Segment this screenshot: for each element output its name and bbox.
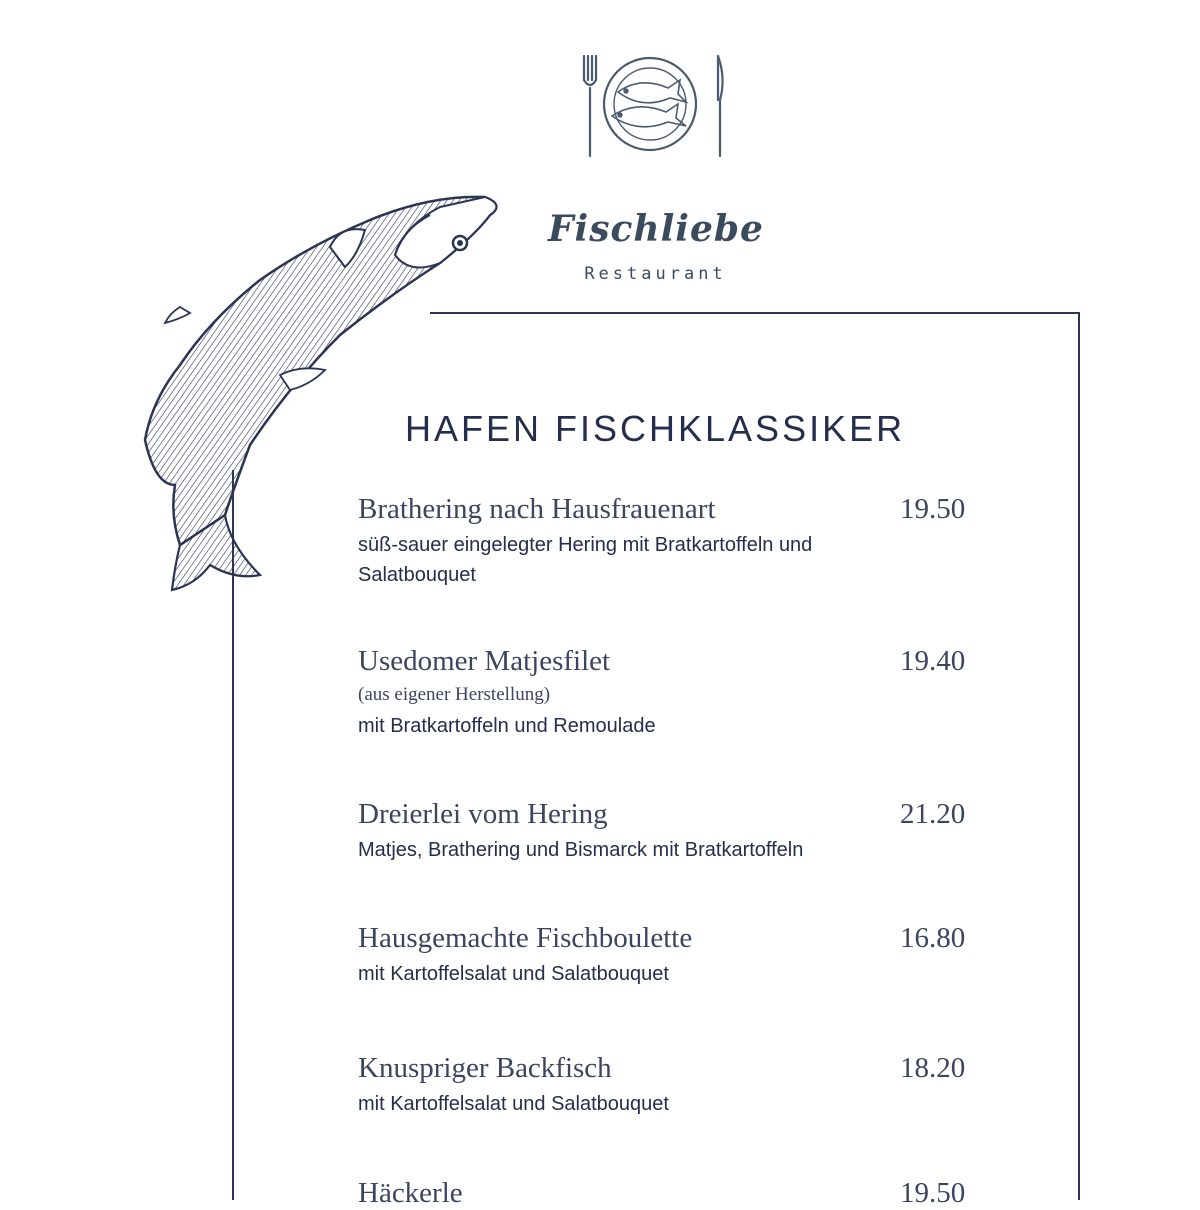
menu-item-description: mit Kartoffelsalat und Salatbouquet bbox=[358, 963, 669, 985]
menu-item-name: Hausgemachte Fischboulette bbox=[358, 922, 693, 954]
section-title: HAFEN FISCHKLASSIKER bbox=[405, 408, 906, 449]
menu-item bbox=[358, 1051, 978, 1119]
menu-item-name: Brathering nach Hausfrauenart bbox=[358, 493, 716, 525]
menu-item-name: Usedomer Matjesfilet bbox=[358, 645, 611, 677]
menu-item-note: (aus eigener Herstellung) bbox=[358, 684, 551, 705]
menu-item-price: 21.20 bbox=[900, 798, 966, 830]
menu-item-price: 19.50 bbox=[900, 1177, 966, 1209]
menu-item bbox=[358, 1176, 978, 1210]
menu-item-description: süß-sauer eingelegter Hering mit Bratkartoffeln und Salatbouquet bbox=[358, 534, 813, 586]
brand-subtitle: Restaurant bbox=[584, 264, 727, 284]
menu-item-name: Häckerle bbox=[358, 1177, 463, 1209]
restaurant-logo bbox=[548, 48, 764, 284]
menu-item-price: 19.40 bbox=[900, 645, 966, 677]
menu-item bbox=[358, 797, 978, 865]
fork-plate-fish-knife-icon bbox=[578, 48, 733, 163]
frame-top-border bbox=[430, 312, 1080, 314]
menu-item-price: 16.80 bbox=[900, 922, 966, 954]
menu-item-description: mit Bratkartoffeln und Remoulade bbox=[358, 715, 656, 737]
menu-item bbox=[358, 921, 978, 989]
menu-item bbox=[358, 492, 978, 590]
menu-item-price: 19.50 bbox=[900, 493, 966, 525]
menu-item-name: Knuspriger Backfisch bbox=[358, 1052, 612, 1084]
menu-item-description: mit Kartoffelsalat und Salatbouquet bbox=[358, 1093, 669, 1115]
menu-item-price: 18.20 bbox=[900, 1052, 966, 1084]
menu-item bbox=[358, 644, 978, 741]
menu-item-name: Dreierlei vom Hering bbox=[358, 798, 608, 830]
menu-item-description: Matjes, Brathering und Bismarck mit Bratkartoffeln bbox=[358, 839, 804, 861]
frame-right-border bbox=[1078, 312, 1080, 1200]
brand-name: Fischliebe bbox=[548, 208, 764, 250]
